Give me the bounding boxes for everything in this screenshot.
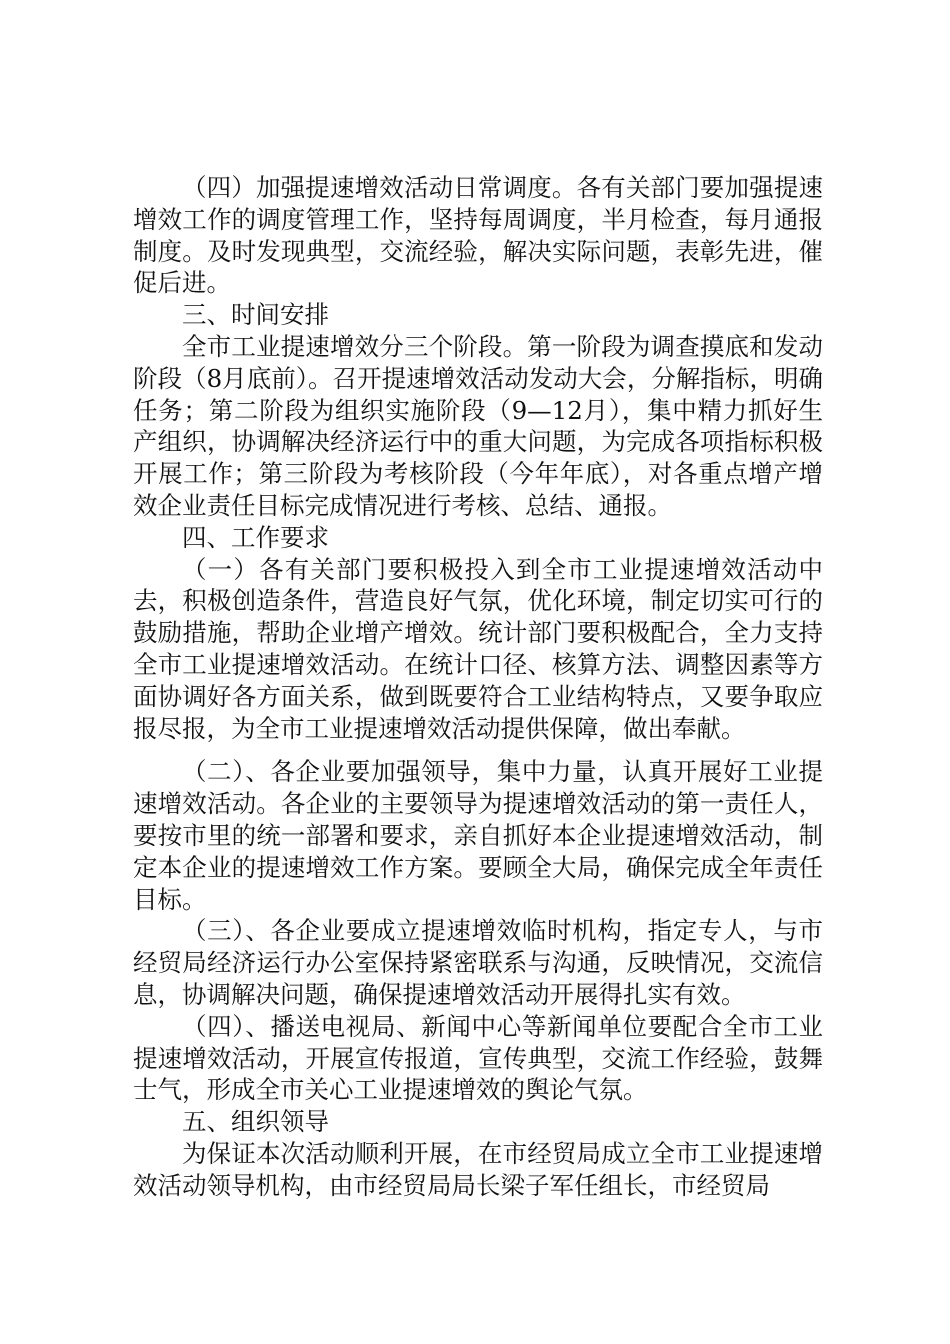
paragraph-three-stages: 全市工业提速增效分三个阶段。第一阶段为调查摸底和发动阶段（8月底前）。召开提速增效活动发动大会，分解指标，明确任务；第二阶段为组织实施阶段（9—12月），集中精力抓好生产组织，协调解决经济运行中的重大问题，为完成各项指标积极开展工作；第三阶段为考核阶段（今年年底），对各重点增产增效企业责任目标完成情况进行考核、总结、通报。 [133, 331, 823, 520]
section-heading-leadership: 五、组织领导 [182, 1107, 329, 1137]
paragraph-leadership: 为保证本次活动顺利开展，在市经贸局成立全市工业提速增效活动领导机构，由市经贸局局长梁子军任组长，市经贸局 [133, 1138, 823, 1200]
paragraph-requirement-4: （四）、播送电视局、新闻中心等新闻单位要配合全市工业提速增效活动，开展宣传报道，宣传典型，交流工作经验，鼓舞士气，形成全市关心工业提速增效的舆论气氛。 [133, 1011, 823, 1105]
paragraph-requirement-1: （一）各有关部门要积极投入到全市工业提速增效活动中去，积极创造条件，营造良好气氛，优化环境，制定切实可行的鼓励措施，帮助企业增产增效。统计部门要积极配合，全力支持全市工业提速增效活动。在统计口径、核算方法、调整因素等方面协调好各方面关系，做到既要符合工业结构特点，又要争取应报尽报，为全市工业提速增效活动提供保障，做出奉献。 [133, 554, 823, 743]
section-heading-requirements: 四、工作要求 [182, 522, 329, 552]
document-body [133, 172, 823, 1202]
section-heading-schedule: 三、时间安排 [182, 300, 329, 330]
paragraph-daily-dispatch: （四）加强提速增效活动日常调度。各有关部门要加强提速增效工作的调度管理工作，坚持每周调度，半月检查，每月通报制度。及时发现典型，交流经验，解决实际问题，表彰先进，催促后进。 [133, 173, 823, 298]
paragraph-requirement-2: （二）、各企业要加强领导，集中力量，认真开展好工业提速增效活动。各企业的主要领导为提速增效活动的第一责任人，要按市里的统一部署和要求，亲自抓好本企业提速增效活动，制定本企业的提速增效工作方案。要顾全大局，确保完成全年责任目标。 [133, 757, 823, 914]
paragraph-requirement-3: （三）、各企业要成立提速增效临时机构，指定专人，与市经贸局经济运行办公室保持紧密联系与沟通，反映情况，交流信息，协调解决问题，确保提速增效活动开展得扎实有效。 [133, 916, 823, 1009]
